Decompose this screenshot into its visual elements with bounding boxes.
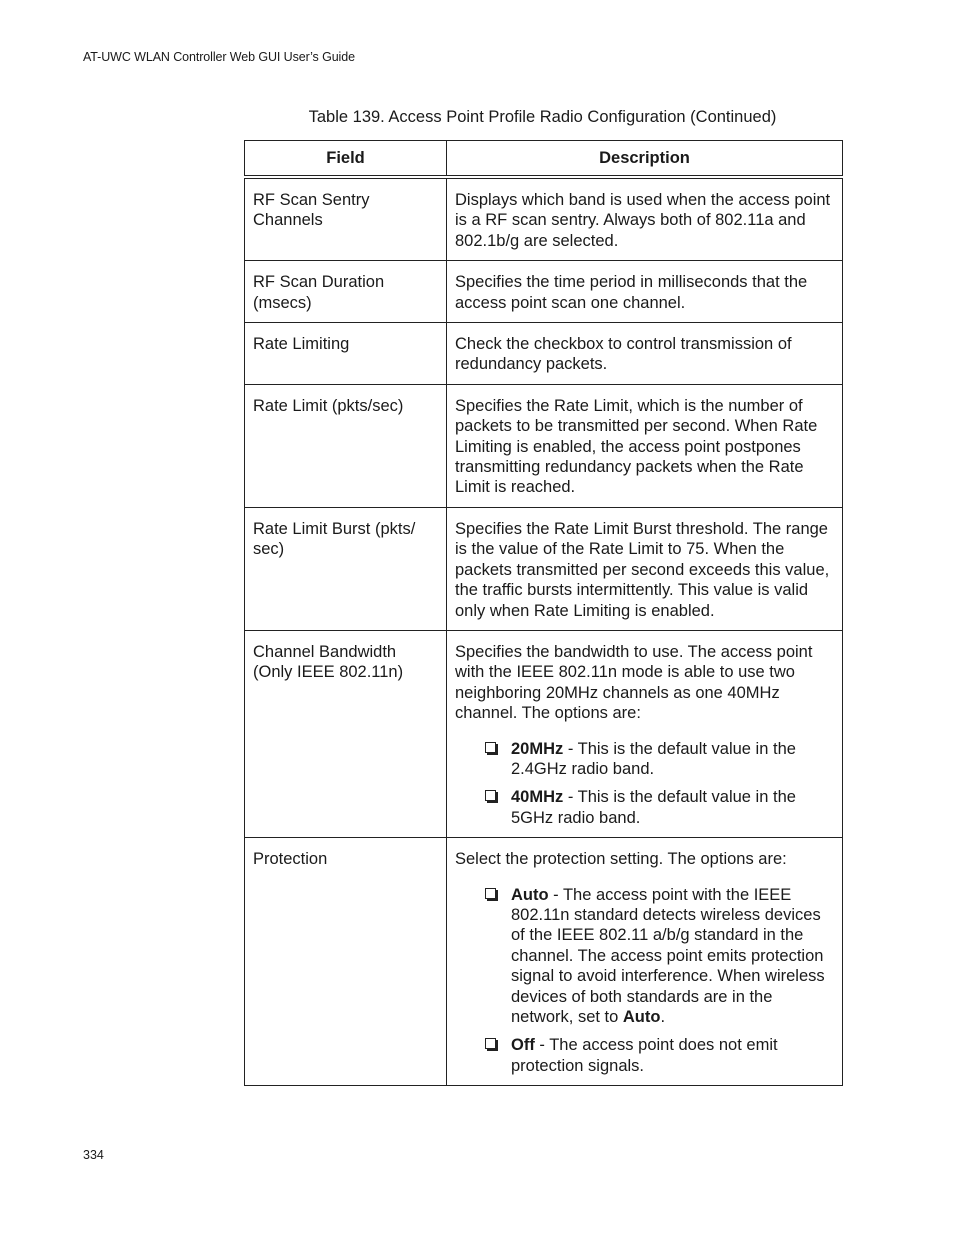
option-item xyxy=(455,885,834,1028)
column-header-field: Field xyxy=(245,141,447,178)
table-row xyxy=(245,323,843,385)
field-cell: RF Scan Sentry Channels xyxy=(245,177,447,261)
option-item xyxy=(455,787,834,828)
field-cell: Rate Limit (pkts/sec) xyxy=(245,384,447,507)
table-header-row xyxy=(245,141,843,178)
table-row xyxy=(245,177,843,261)
option-text: - This is the default value in the 5GHz radio band. xyxy=(511,788,796,827)
option-term: 40MHz xyxy=(511,788,564,807)
column-header-description: Description xyxy=(447,141,843,178)
option-item xyxy=(455,739,834,780)
description-cell xyxy=(447,630,843,837)
running-header: AT-UWC WLAN Controller Web GUI User’s Guide xyxy=(83,50,355,64)
description-cell: Check the checkbox to control transmission of redundancy packets. xyxy=(447,323,843,385)
checkbox-bullet-icon xyxy=(485,742,496,753)
description-cell: Displays which band is used when the access point is a RF scan sentry. Always both of 802.11a and 802.1b/g are selected. xyxy=(447,177,843,261)
option-term: 20MHz xyxy=(511,739,564,758)
table-row xyxy=(245,384,843,507)
table-row xyxy=(245,838,843,1086)
option-term-inline: Auto xyxy=(622,1008,661,1026)
table-row xyxy=(245,261,843,323)
description-cell: Specifies the Rate Limit, which is the number of packets to be transmitted per second. When Rate Limiting is enabled, the access point postpones transmitting redundancy packets when the Rate Limit is reached. xyxy=(447,384,843,507)
description-text: Specifies the bandwidth to use. The access point with the IEEE 802.11n mode is able to use two neighboring 20MHz channels as one 40MHz channel. The options are: xyxy=(455,642,813,723)
description-text: Select the protection setting. The options are: xyxy=(455,850,787,869)
option-list xyxy=(455,739,834,829)
option-term: Off xyxy=(511,1036,535,1055)
checkbox-bullet-icon xyxy=(485,888,496,899)
radio-config-table xyxy=(244,140,843,1086)
field-cell: Rate Limit Burst (pkts/ sec) xyxy=(245,507,447,630)
checkbox-bullet-icon xyxy=(485,790,496,801)
option-text: - The access point with the IEEE 802.11n standard detects wireless devices of the IEEE 802.11 a/b/g standard in the channel. The access point emits protection signal to avoid interference. When wireless devices of both standards are in the network, set to xyxy=(511,885,825,1026)
option-text-tail: . xyxy=(660,1008,666,1026)
field-cell: Rate Limiting xyxy=(245,323,447,385)
description-cell: Specifies the time period in milliseconds that the access point scan one channel. xyxy=(447,261,843,323)
table-row xyxy=(245,630,843,837)
description-cell: Specifies the Rate Limit Burst threshold. The range is the value of the Rate Limit to 75. When the packets transmitted per second exceeds this value, the traffic bursts intermittently. This value is valid only when Rate Limiting is enabled. xyxy=(447,507,843,630)
checkbox-bullet-icon xyxy=(485,1038,496,1049)
table-row xyxy=(245,507,843,630)
page-number: 334 xyxy=(83,1148,104,1162)
option-text: - This is the default value in the 2.4GHz radio band. xyxy=(511,739,796,778)
description-cell xyxy=(447,838,843,1086)
option-term: Auto xyxy=(511,885,549,904)
option-item xyxy=(455,1035,834,1076)
table-caption: Table 139. Access Point Profile Radio Configuration (Continued) xyxy=(308,108,777,126)
field-cell: RF Scan Duration (msecs) xyxy=(245,261,447,323)
field-cell: Channel Bandwidth (Only IEEE 802.11n) xyxy=(245,630,447,837)
option-list xyxy=(455,885,834,1077)
field-cell: Protection xyxy=(245,838,447,1086)
option-text: - The access point does not emit protection signals. xyxy=(511,1036,778,1075)
